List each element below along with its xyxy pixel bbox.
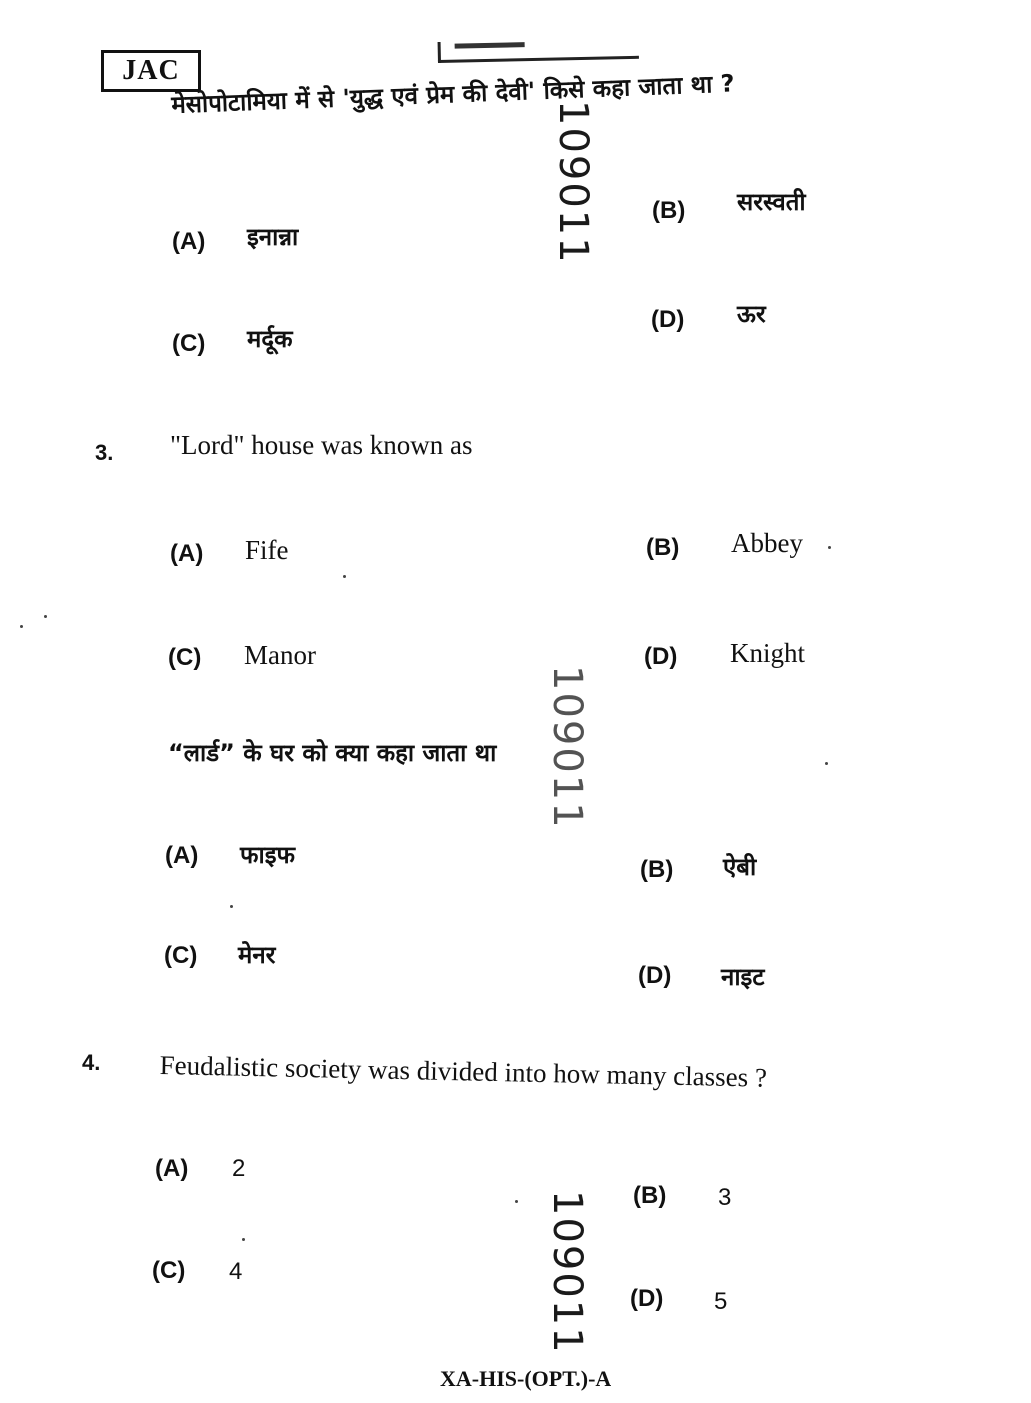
q3-option-d-label: (D) — [644, 643, 678, 670]
q4-number: 4. — [82, 1050, 101, 1075]
q3-hindi-option-b-label: (B) — [640, 856, 674, 883]
q2-option-b-text: सरस्वती — [737, 188, 806, 216]
q3-option-b-text: Abbey — [731, 528, 803, 558]
stamp-number-top: 109011 — [550, 100, 596, 265]
jac-badge: JAC — [101, 50, 201, 92]
scan-speck — [515, 1200, 518, 1203]
q3-hindi-option-c-label: (C) — [164, 942, 198, 969]
q2-option-b-label: (B) — [652, 197, 686, 224]
q3-option-b-label: (B) — [646, 534, 680, 561]
q3-hindi-question: “लार्ड” के घर को क्या कहा जाता था — [168, 739, 497, 767]
q4-option-c-text: 4 — [229, 1258, 243, 1285]
scan-speck — [44, 615, 47, 618]
top-mark — [438, 38, 639, 63]
q4-option-c-label: (C) — [152, 1257, 186, 1284]
q3-hindi-option-a-label: (A) — [165, 842, 199, 869]
q4-question: Feudalistic society was divided into how many classes ? — [159, 1050, 768, 1093]
q3-hindi-option-d-text: नाइट — [721, 963, 765, 991]
scan-speck — [20, 625, 23, 628]
scan-speck — [242, 1238, 245, 1241]
scan-speck — [825, 762, 828, 765]
scan-speck — [343, 575, 346, 578]
q3-option-c-text: Manor — [244, 640, 316, 670]
q4-option-b-label: (B) — [633, 1182, 667, 1209]
q4-option-d-label: (D) — [630, 1285, 664, 1312]
q3-option-d-text: Knight — [730, 638, 806, 668]
scan-speck — [828, 546, 831, 549]
q2-option-c-label: (C) — [172, 330, 206, 357]
q3-hindi-option-d-label: (D) — [638, 962, 672, 989]
stamp-number-bottom: 109011 — [544, 1190, 590, 1355]
q2-option-d-text: ऊर — [737, 300, 766, 328]
scan-speck — [230, 905, 233, 908]
stamp-number-middle: 109011 — [544, 665, 590, 830]
q4-option-a-label: (A) — [155, 1155, 189, 1182]
q2-option-c-text: मर्दूक — [247, 325, 293, 353]
q3-question: "Lord" house was known as — [170, 430, 473, 460]
q4-option-d-text: 5 — [714, 1288, 728, 1315]
q3-hindi-option-a-text: फाइफ — [240, 841, 296, 869]
q4-option-a-text: 2 — [232, 1155, 246, 1182]
footer-code: XA-HIS-(OPT.)-A — [440, 1366, 612, 1391]
q2-hindi-question: मेसोपोटामिया में से 'युद्ध एवं प्रेम की देवी' किसे कहा जाता था ? — [170, 69, 736, 120]
q3-hindi-option-c-text: मेनर — [238, 941, 276, 969]
q2-option-a-text: इनान्ना — [247, 223, 299, 251]
q3-option-a-label: (A) — [170, 540, 204, 567]
q3-number: 3. — [95, 440, 114, 465]
q3-option-c-label: (C) — [168, 644, 202, 671]
q2-option-a-label: (A) — [172, 228, 206, 255]
q3-hindi-option-b-text: ऐबी — [723, 853, 757, 881]
q3-option-a-text: Fife — [245, 535, 289, 565]
q2-option-d-label: (D) — [651, 306, 685, 333]
q4-option-b-text: 3 — [718, 1184, 732, 1211]
